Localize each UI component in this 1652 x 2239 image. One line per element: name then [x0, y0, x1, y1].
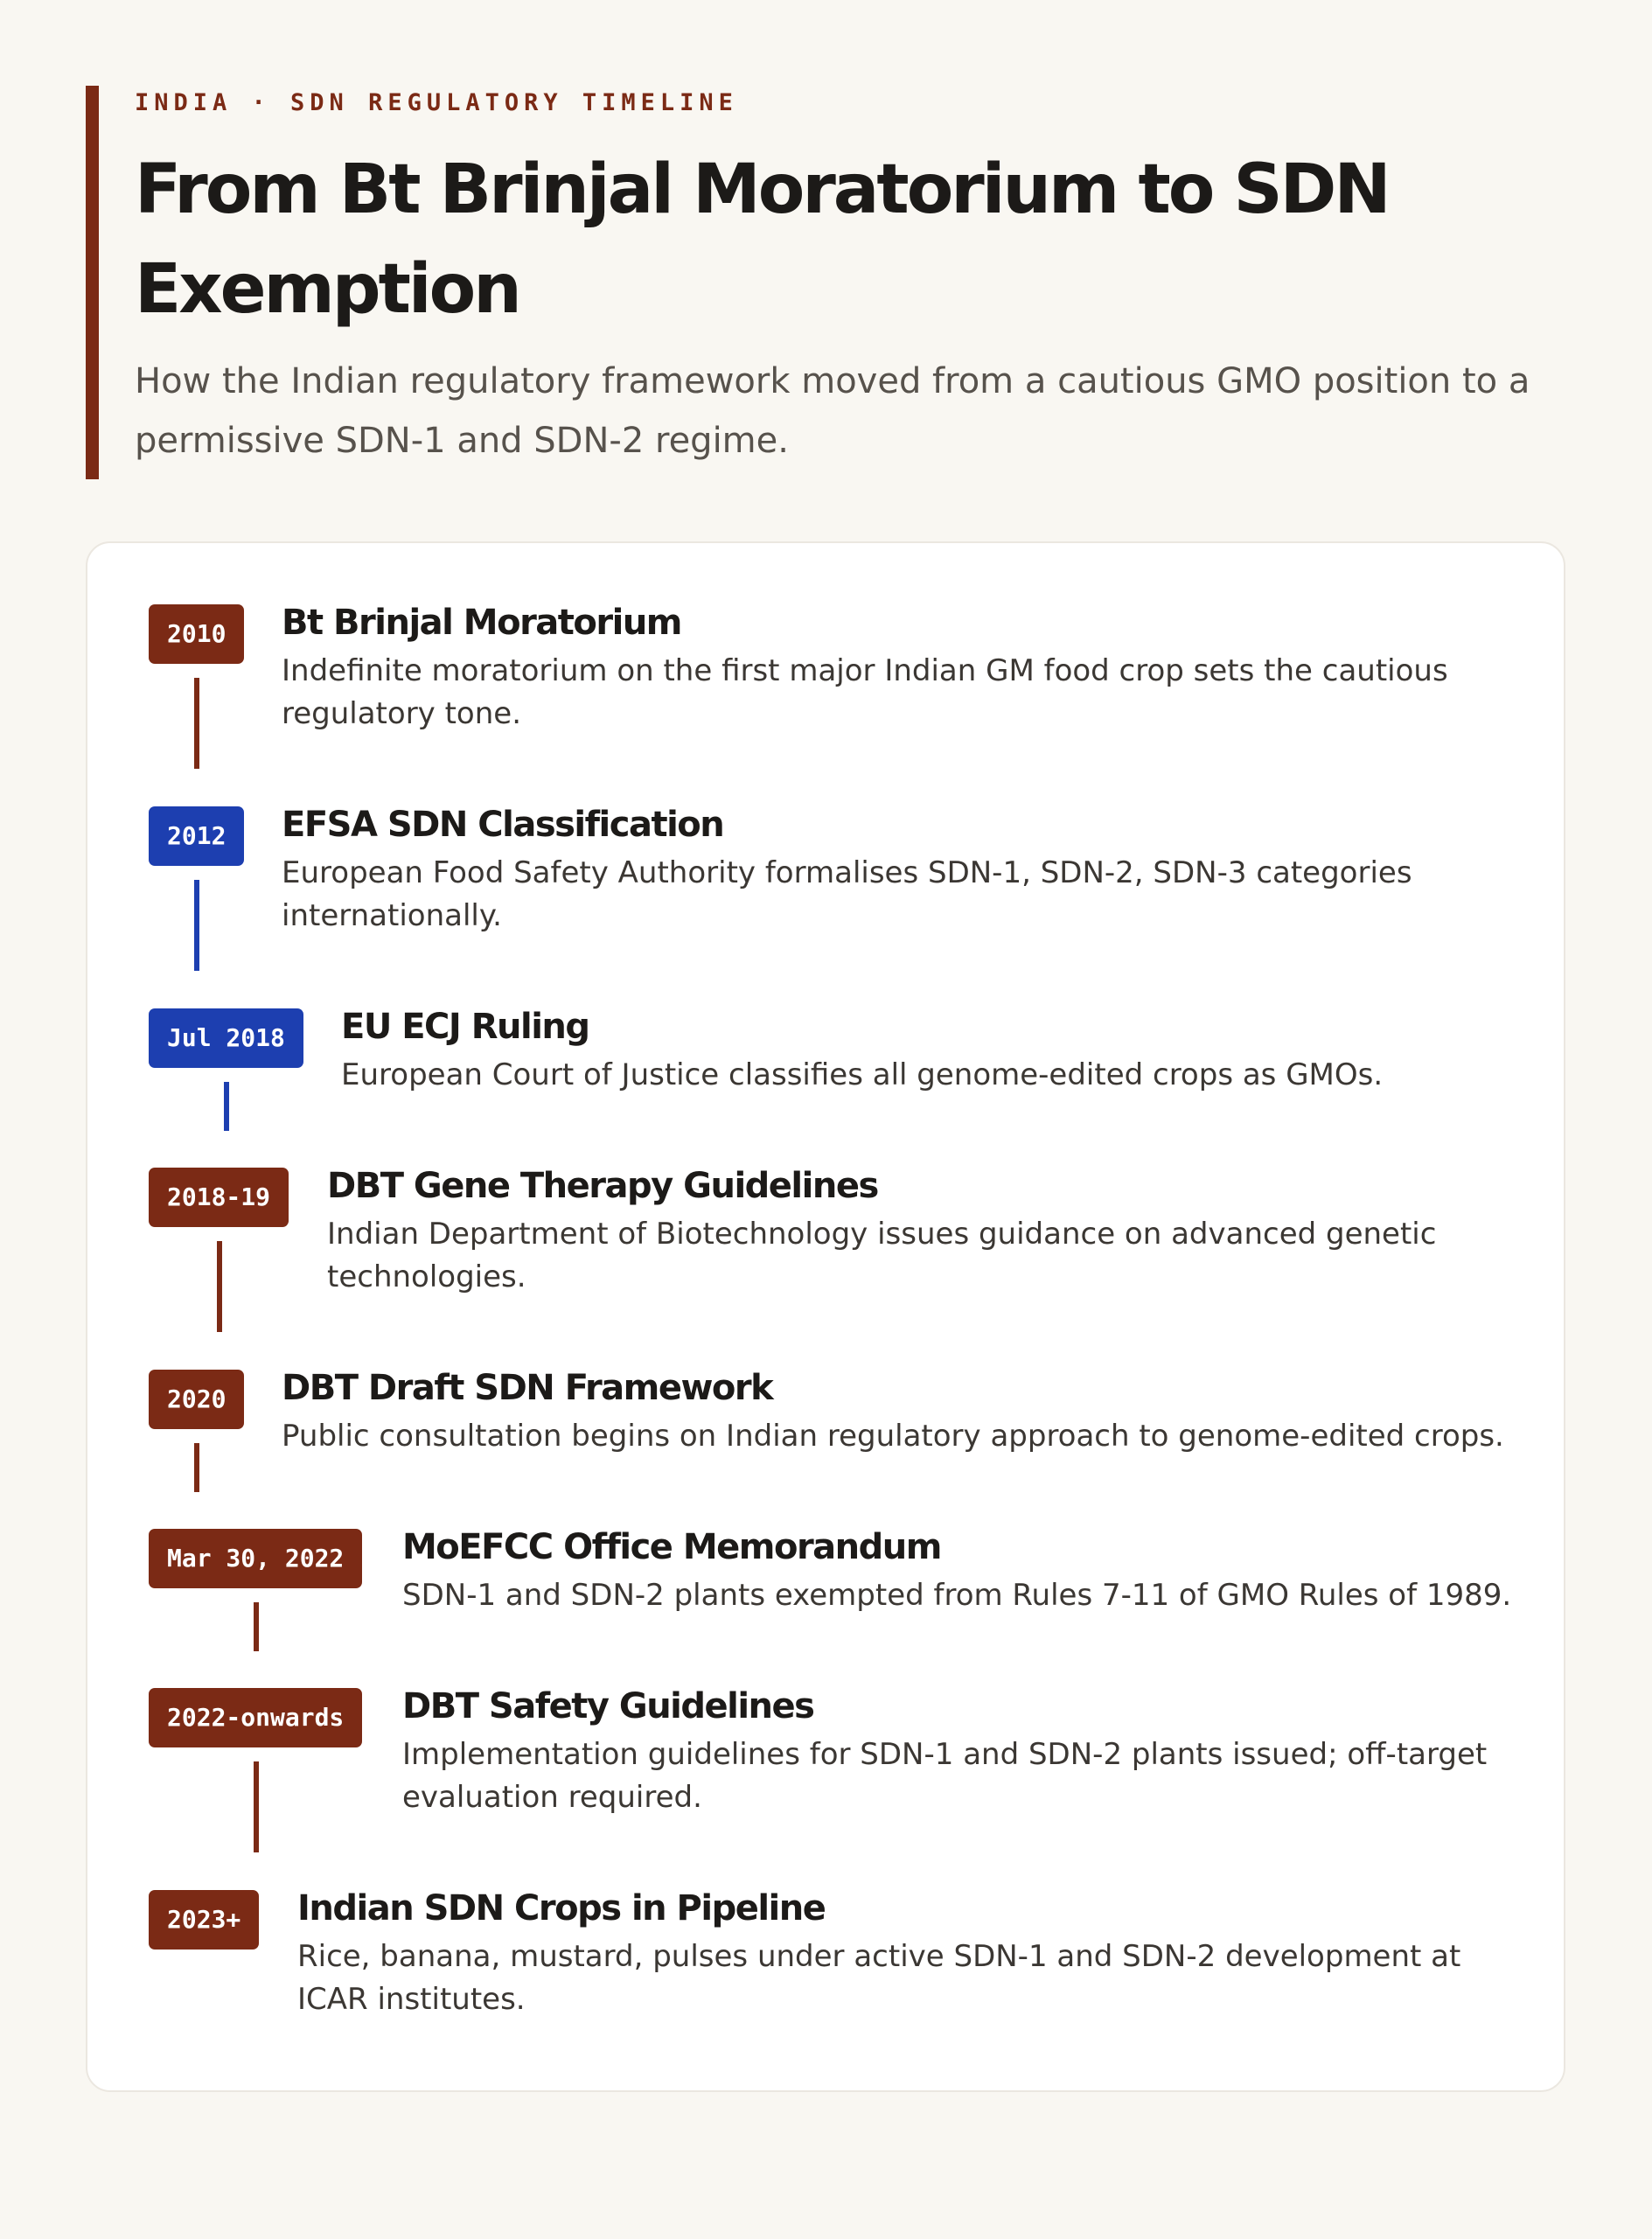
event-date-badge: 2010: [149, 604, 244, 664]
event-date-badge: Mar 30, 2022: [149, 1529, 362, 1588]
page-title: From Bt Brinjal Moratorium to SDN Exemption: [135, 150, 1389, 329]
event-description: SDN-1 and SDN-2 plants exempted from Rules 7-11 of GMO Rules of 1989.: [402, 1578, 1512, 1613]
timeline-connector: [217, 1241, 222, 1332]
event-description: Rice, banana, mustard, pulses under active SDN-1 and SDN-2 development at ICAR institutes.: [297, 1939, 1461, 2017]
event-title: DBT Safety Guidelines: [402, 1686, 814, 1726]
timeline-header: [86, 86, 1572, 479]
timeline-connector: [254, 1602, 259, 1651]
event-title: Indian SDN Crops in Pipeline: [297, 1888, 826, 1929]
event-date-badge: Jul 2018: [149, 1008, 303, 1068]
timeline-connector: [194, 678, 199, 769]
kicker-label: INDIA · SDN REGULATORY TIMELINE: [135, 89, 738, 116]
timeline-connector: [254, 1761, 259, 1852]
timeline-card: [86, 541, 1565, 2092]
event-description: Indian Department of Biotechnology issues guidance on advanced genetic technologies.: [327, 1217, 1437, 1294]
timeline-connector: [224, 1082, 229, 1131]
event-description: Implementation guidelines for SDN-1 and SDN-2 plants issued; off-target evaluation required.: [402, 1737, 1488, 1815]
event-description: European Court of Justice classifies all genome-edited crops as GMOs.: [341, 1057, 1384, 1092]
timeline-connector: [194, 880, 199, 971]
event-title: Bt Brinjal Moratorium: [282, 603, 681, 643]
event-description: European Food Safety Authority formalises SDN-1, SDN-2, SDN-3 categories internationally.: [282, 855, 1412, 933]
event-description: Indefinite moratorium on the first major Indian GM food crop sets the cautious regulatory tone.: [282, 653, 1448, 731]
event-date-badge: 2018-19: [149, 1168, 289, 1227]
timeline-connector: [194, 1443, 199, 1492]
event-title: EFSA SDN Classification: [282, 805, 724, 845]
event-title: EU ECJ Ruling: [341, 1007, 589, 1047]
event-date-badge: 2023+: [149, 1890, 259, 1950]
event-description: Public consultation begins on Indian regulatory approach to genome-edited crops.: [282, 1419, 1504, 1454]
event-date-badge: 2022-onwards: [149, 1688, 362, 1747]
event-date-badge: 2012: [149, 806, 244, 866]
page-subtitle: How the Indian regulatory framework moved from a cautious GMO position to a permissive SDN-1 and SDN-2 regime.: [135, 361, 1530, 461]
event-title: DBT Gene Therapy Guidelines: [327, 1166, 878, 1206]
event-title: DBT Draft SDN Framework: [282, 1368, 773, 1408]
event-title: MoEFCC Office Memorandum: [402, 1527, 941, 1567]
event-date-badge: 2020: [149, 1370, 244, 1429]
